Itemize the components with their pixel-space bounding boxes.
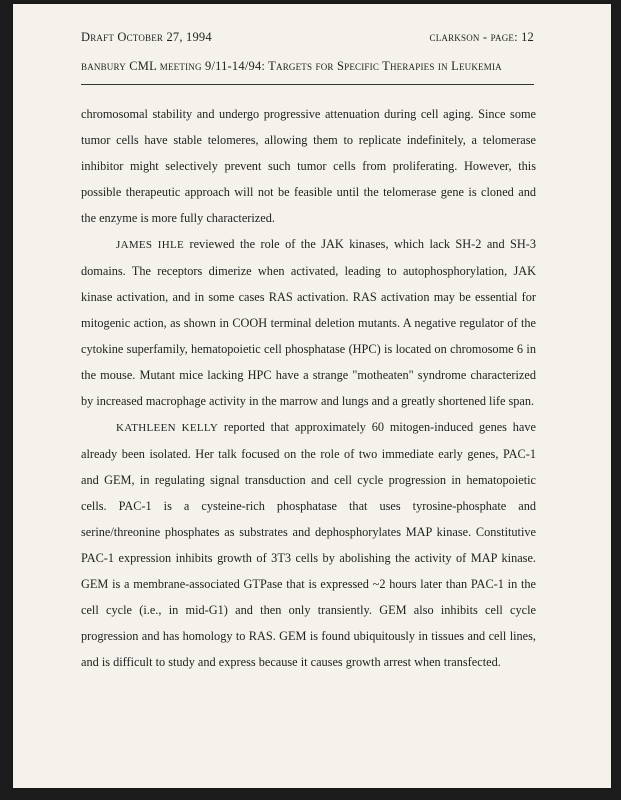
meeting-title: banbury CML meeting 9/11-14/94: Targets for Specific Therapies in Leukemia [81,59,502,73]
speaker-name: KATHLEEN KELLY [116,422,219,434]
paragraph-text: reviewed the role of the JAK kinases, which lack SH-2 and SH-3 domains. The receptors dimerize when activated, leading to autophosphorylation, JAK kinase activation, and in some cases RAS activation. RAS activation may be essential for mitogenic action, as shown in COOH terminal deletion mutants. A negative regulator of the cytokine superfamily, hematopoietic cell phosphatase (HPC) is located on chromosome 6 in the mouse. Mutant mice lacking HPC have a strange "motheaten" syndrome characterized by increased macrophage activity in the marrow and lungs and a greatly shortened life span. [81,237,537,408]
header-rule [81,84,534,85]
paragraph-ihle [81,231,536,414]
paragraph-text: reported that approximately 60 mitogen-induced genes have already been isolated. Her talk focused on the role of two immediate early genes, PAC-1 and GEM, in regulating signal transduction and cell cycle progression in hematopoietic cells. PAC-1 is a cysteine-rich phosphatase that uses tyrosine-phosphate and serine/threonine phosphates as substrates and dephosphorylates MAP kinase. Constitutive PAC-1 expression inhibits growth of 3T3 cells by abolishing the activity of MAP kinase. GEM is a membrane-associated GTPase that is expressed ~2 hours later than PAC-1 in the cell cycle (i.e., in mid-G1) and then only transiently. GEM also inhibits cell cycle progression and has homology to RAS. GEM is found ubiquitously in tissues and cell lines, and is difficult to study and express because it causes growth arrest when transfected. [81,420,536,669]
draft-date: Draft October 27, 1994 [81,30,212,44]
paragraph-kelly [81,414,536,675]
speaker-name: JAMES IHLE [116,239,185,251]
paragraph-text: chromosomal stability and undergo progressive attenuation during cell aging. Since some tumor cells have stable telomeres, allowing them to replicate indefinitely, a telomerase inhibitor might selectively prevent such tumor cells from proliferating. However, this possible therapeutic approach will not be feasible until the telomerase gene is cloned and the enzyme is more fully characterized. [81,107,536,225]
document-page [13,4,611,788]
page-label: clarkson - page: 12 [429,30,534,44]
paragraph-continuation [81,101,536,231]
document-body [81,101,536,675]
